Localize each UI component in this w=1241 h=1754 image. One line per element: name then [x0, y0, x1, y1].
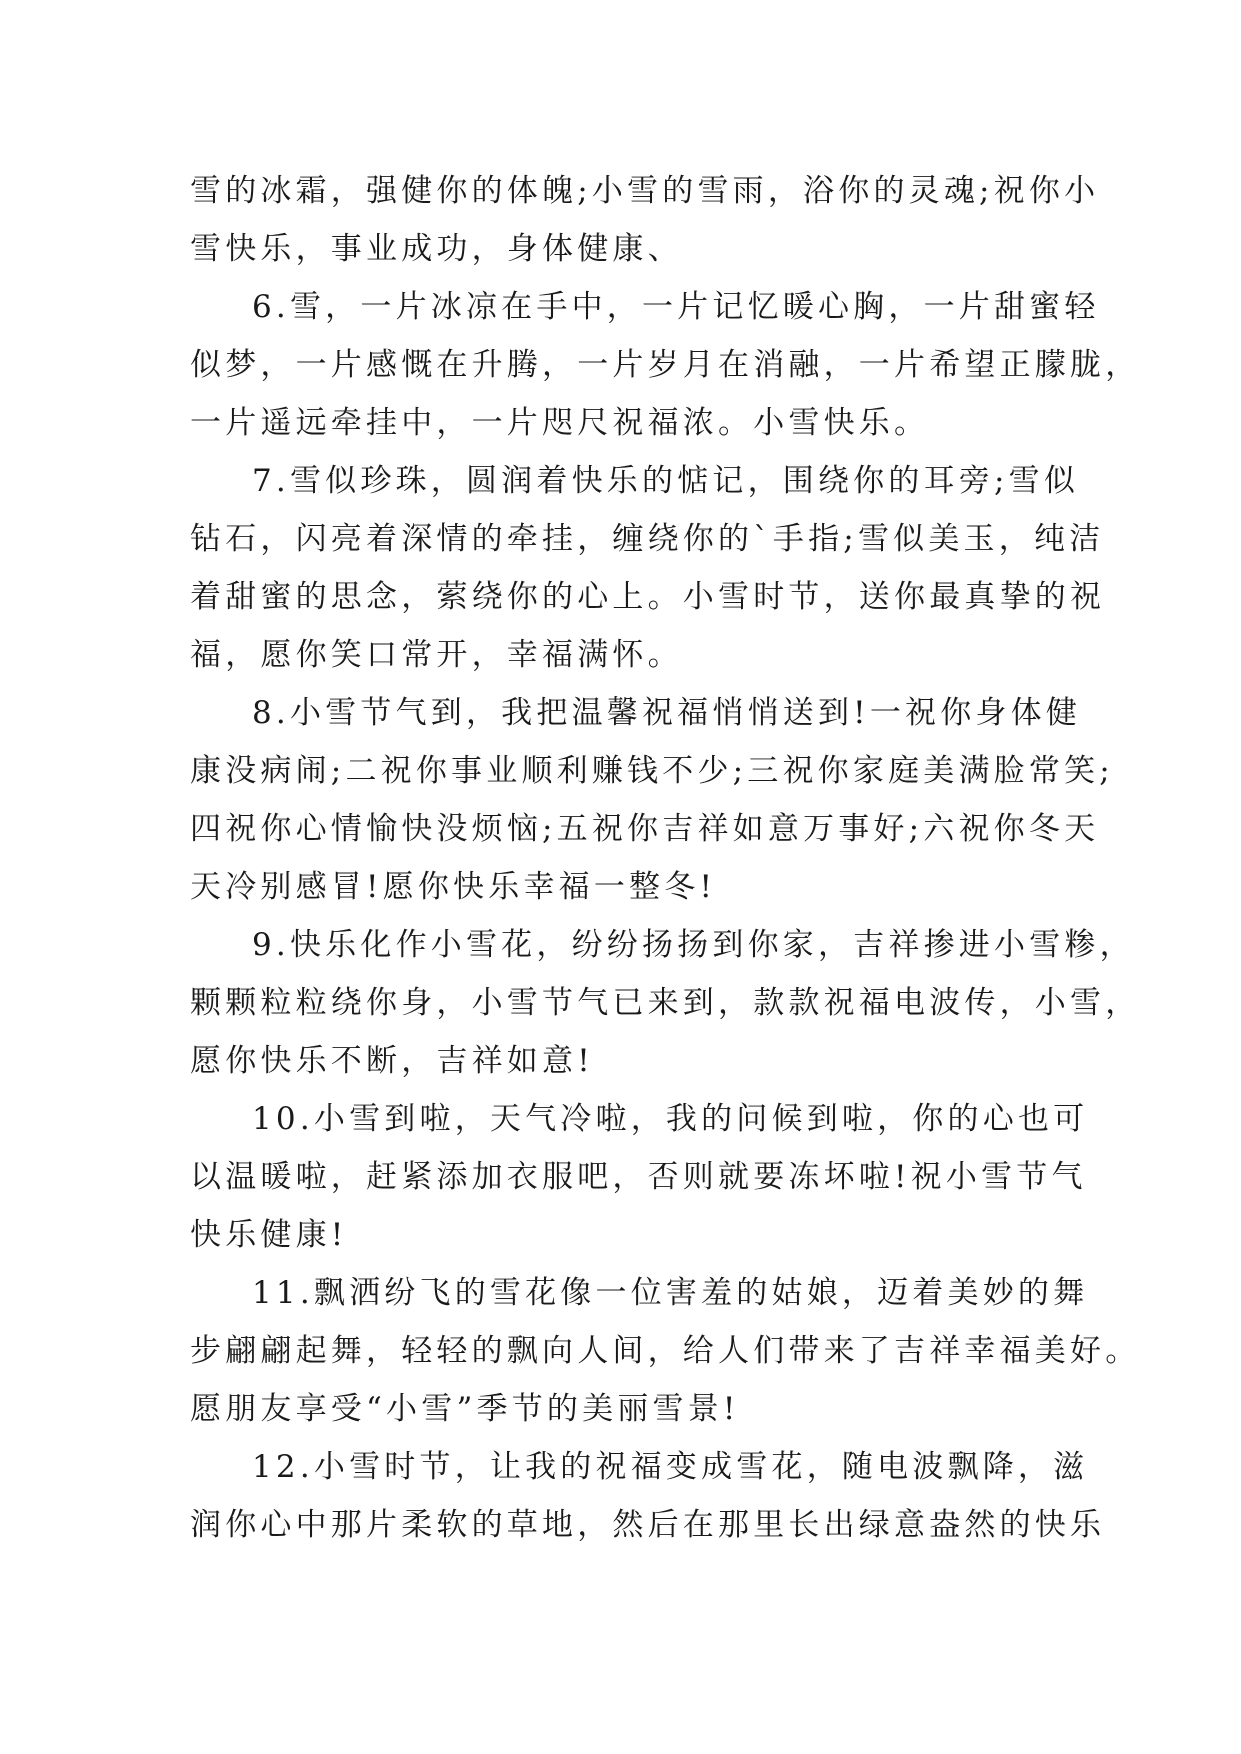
paragraph-line: 步翩翩起舞，轻轻的飘向人间，给人们带来了吉祥幸福美好。: [190, 1333, 1141, 1369]
paragraph-line: 颗颗粒粒绕你身，小雪节气已来到，款款祝福电波传，小雪，: [190, 985, 1141, 1021]
paragraph-line: 润你心中那片柔软的草地，然后在那里长出绿意盎然的快乐: [190, 1507, 1106, 1543]
paragraph-line: 福，愿你笑口常开，幸福满怀。: [190, 637, 683, 673]
paragraph-line: 快乐健康!: [190, 1217, 348, 1253]
paragraph-line: 愿你快乐不断，吉祥如意!: [190, 1043, 594, 1079]
paragraph-6: [190, 278, 1141, 452]
paragraph-line: 12.小雪时节，让我的祝福变成雪花，随电波飘降，滋: [252, 1449, 1089, 1485]
paragraph-11: [190, 1264, 1141, 1438]
paragraph-9: [190, 916, 1141, 1090]
paragraph-line: 雪快乐，事业成功，身体健康、: [190, 231, 683, 267]
paragraph-line: 着甜蜜的思念，萦绕你的心上。小雪时节，送你最真挚的祝: [190, 579, 1106, 615]
paragraph-line: 四祝你心情愉快没烦恼;五祝你吉祥如意万事好;六祝你冬天: [190, 811, 1100, 847]
paragraph-line: 愿朋友享受“小雪”季节的美丽雪景!: [190, 1391, 740, 1427]
paragraph-line: 似梦，一片感慨在升腾，一片岁月在消融，一片希望正朦胧，: [190, 347, 1141, 383]
paragraph-line: 一片遥远牵挂中，一片咫尺祝福浓。小雪快乐。: [190, 405, 930, 441]
paragraph-line: 8.小雪节气到，我把温馨祝福悄悄送到!一祝你身体健: [252, 695, 1082, 731]
paragraph-8: [190, 684, 1114, 916]
paragraph-10: [190, 1090, 1089, 1264]
paragraph-line: 钻石，闪亮着深情的牵挂，缠绕你的`手指;雪似美玉，纯洁: [190, 521, 1105, 557]
paragraph-5-continued: [190, 162, 1100, 278]
document-body: [190, 162, 1141, 1554]
paragraph-12: [190, 1438, 1106, 1554]
paragraph-line: 10.小雪到啦，天气冷啦，我的问候到啦，你的心也可: [252, 1101, 1089, 1137]
paragraph-line: 11.飘洒纷飞的雪花像一位害羞的姑娘，迈着美妙的舞: [252, 1275, 1089, 1311]
paragraph-line: 以温暖啦，赶紧添加衣服吧，否则就要冻坏啦!祝小雪节气: [190, 1159, 1087, 1195]
paragraph-line: 天冷别感冒!愿你快乐幸福一整冬!: [190, 869, 717, 905]
paragraph-line: 康没病闹;二祝你事业顺利赚钱不少;三祝你家庭美满脸常笑;: [190, 753, 1114, 789]
paragraph-line: 9.快乐化作小雪花，纷纷扬扬到你家，吉祥掺进小雪糁，: [252, 927, 1135, 963]
paragraph-7: [190, 452, 1106, 684]
paragraph-line: 7.雪似珍珠，圆润着快乐的惦记，围绕你的耳旁;雪似: [252, 463, 1080, 499]
paragraph-line: 6.雪，一片冰凉在手中，一片记忆暖心胸，一片甜蜜轻: [252, 289, 1100, 325]
paragraph-line: 雪的冰霜，强健你的体魄;小雪的雪雨，浴你的灵魂;祝你小: [190, 173, 1100, 209]
